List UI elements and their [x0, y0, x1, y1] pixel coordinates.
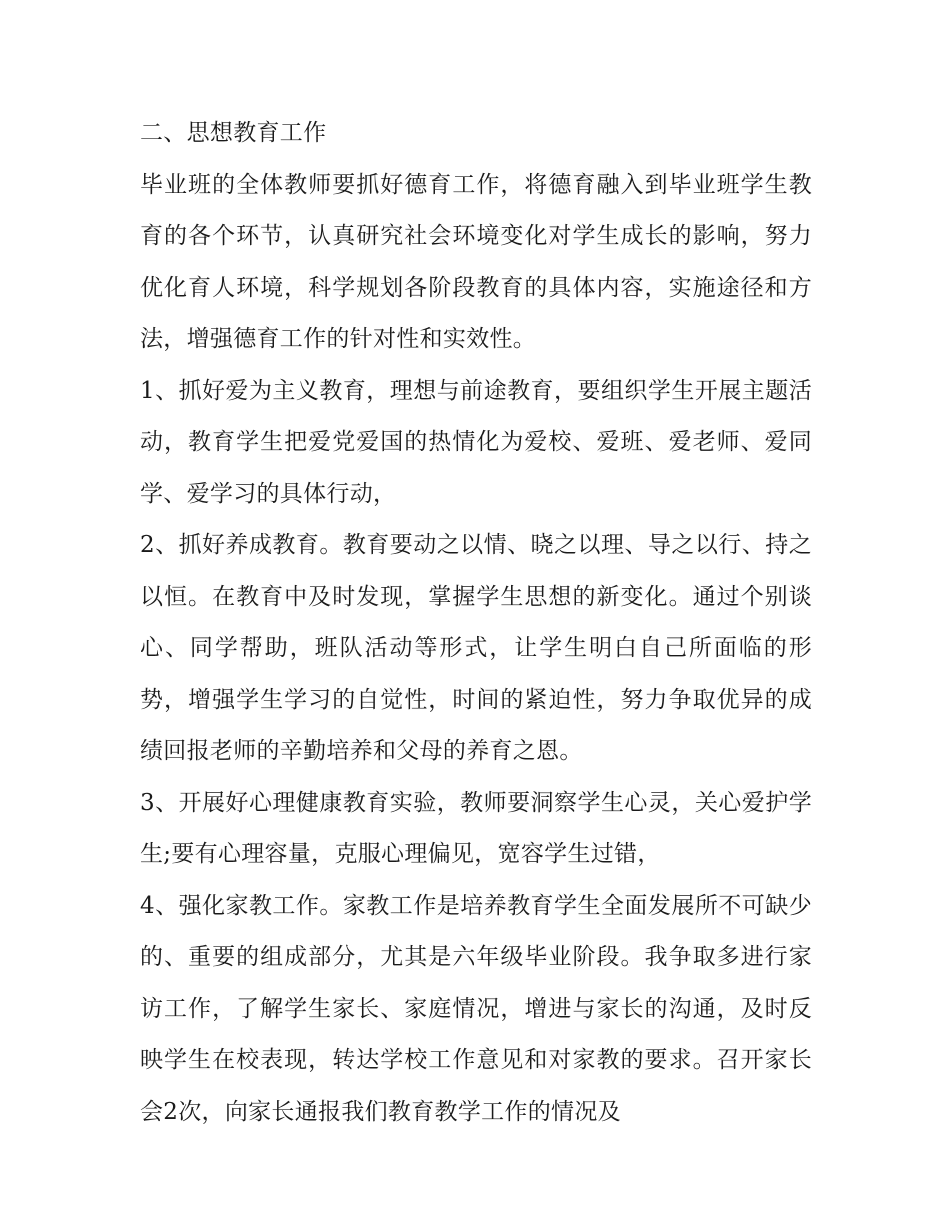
list-item: 2、抓好养成教育。教育要动之以情、晓之以理、导之以行、持之以恒。在教育中及时发现，掌握学生思想的新变化。通过个别谈心、同学帮助，班队活动等形式，让学生明白自己所面临的形势，增强学生学习的自觉性，时间的紧迫性，努力争取优异的成绩回报老师的辛勤培养和父母的养育之恩。 — [140, 532, 812, 764]
section-heading: 二、思想教育工作 — [140, 120, 327, 146]
list-item: 3、开展好心理健康教育实验，教师要洞察学生心灵，关心爱护学生;要有心理容量，克服心理偏见，宽容学生过错， — [140, 789, 812, 867]
list-item: 4、强化家教工作。家教工作是培养教育学生全面发展所不可缺少的、重要的组成部分，尤其是六年级毕业阶段。我争取多进行家访工作，了解学生家长、家庭情况，增进与家长的沟通，及时反映学生在校表现，转达学校工作意见和对家教的要求。召开家长会2次，向家长通报我们教育教学工作的情况及 — [140, 892, 812, 1125]
intro-paragraph: 毕业班的全体教师要抓好德育工作，将德育融入到毕业班学生教育的各个环节，认真研究社会环境变化对学生成长的影响，努力优化育人环境，科学规划各阶段教育的具体内容，实施途径和方法，增强德育工作的针对性和实效性。 — [140, 171, 812, 352]
document-body — [140, 108, 812, 1138]
list-item: 1、抓好爱为主义教育，理想与前途教育，要组织学生开展主题活动，教育学生把爱党爱国的热情化为爱校、爱班、爱老师、爱同学、爱学习的具体行动， — [140, 377, 812, 507]
